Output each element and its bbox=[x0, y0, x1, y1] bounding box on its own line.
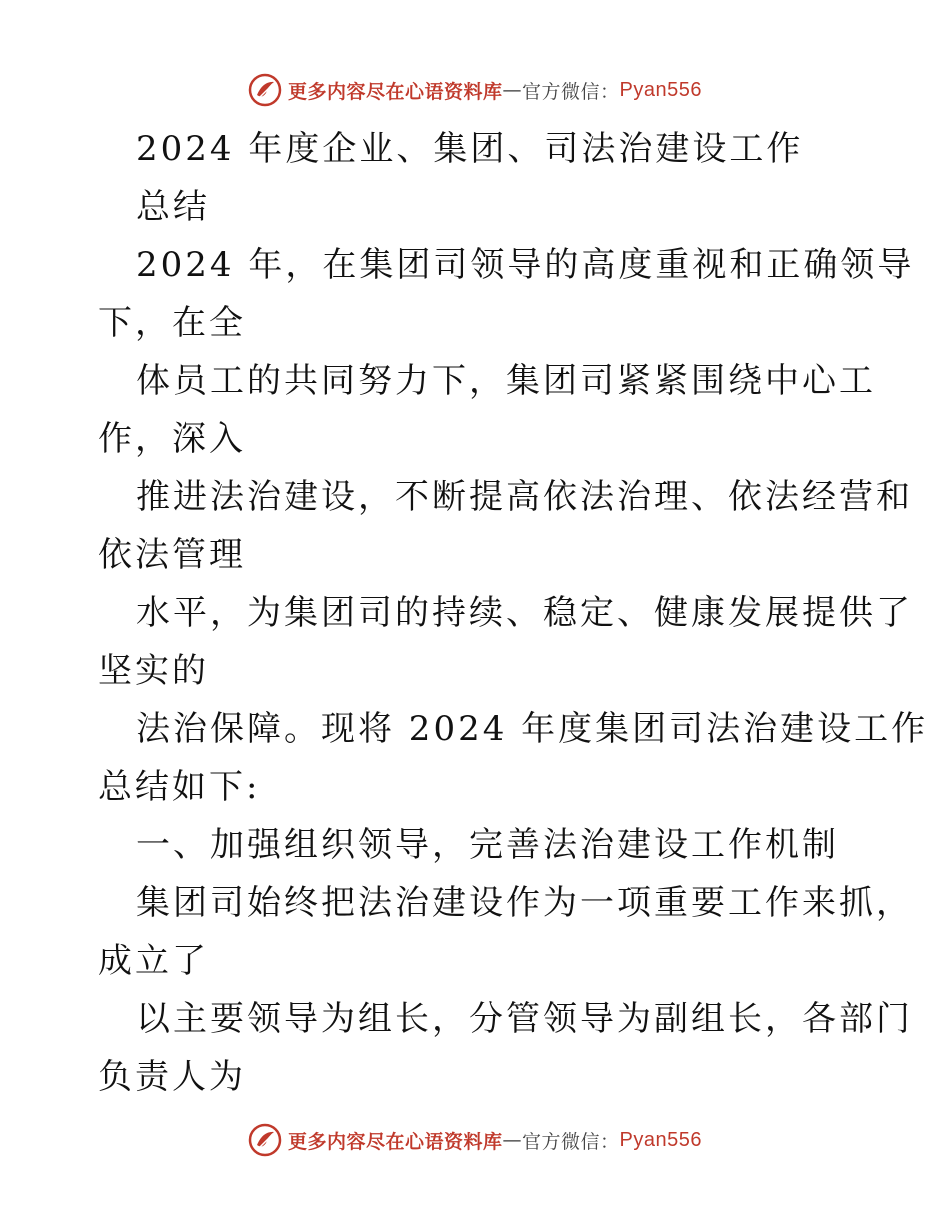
watermark-dash: — bbox=[502, 79, 523, 101]
text-line: 2024 年，在集团司领导的高度重视和正确领导 bbox=[136, 245, 915, 285]
text-line: 推进法治建设，不断提高依法治理、依法经营和 bbox=[136, 477, 913, 517]
text-line: 成立了 bbox=[98, 941, 209, 981]
text-line: 以主要领导为组长，分管领导为副组长，各部门 bbox=[136, 999, 913, 1039]
text-line: 作，深入 bbox=[98, 419, 246, 459]
text-line: 2024 年度企业、集团、司法治建设工作 bbox=[136, 129, 804, 169]
text-line: 下，在全 bbox=[98, 303, 246, 343]
document-body bbox=[98, 120, 929, 1106]
watermark-label: 官方微信： bbox=[522, 80, 620, 103]
watermark-brand: 更多内容尽在心语资料库 bbox=[288, 80, 503, 103]
text-line: 依法管理 bbox=[98, 535, 246, 575]
text-line: 负责人为 bbox=[98, 1057, 246, 1097]
text-line: 坚实的 bbox=[98, 651, 209, 691]
text-line: 体员工的共同努力下，集团司紧紧围绕中心工 bbox=[136, 361, 876, 401]
text-line: 法治保障。现将 2024 年度集团司法治建设工作 bbox=[136, 709, 929, 749]
section-heading: 一、加强组织领导，完善法治建设工作机制 bbox=[136, 825, 839, 865]
brand-logo-icon bbox=[248, 73, 282, 107]
watermark-brand: 更多内容尽在心语资料库 bbox=[288, 1130, 503, 1153]
text-line: 集团司始终把法治建设作为一项重要工作来抓， bbox=[136, 883, 913, 923]
watermark-label: 官方微信： bbox=[522, 1130, 620, 1153]
text-line: 水平，为集团司的持续、稳定、健康发展提供了 bbox=[136, 593, 913, 633]
header-watermark bbox=[0, 70, 950, 110]
watermark-id: Pyan556 bbox=[619, 78, 702, 101]
watermark-dash: — bbox=[502, 1129, 523, 1151]
text-line: 总结如下: bbox=[98, 767, 261, 807]
footer-watermark bbox=[0, 1120, 950, 1160]
watermark-id: Pyan556 bbox=[619, 1128, 702, 1151]
brand-logo-icon bbox=[248, 1123, 282, 1157]
text-line: 总结 bbox=[136, 187, 210, 227]
